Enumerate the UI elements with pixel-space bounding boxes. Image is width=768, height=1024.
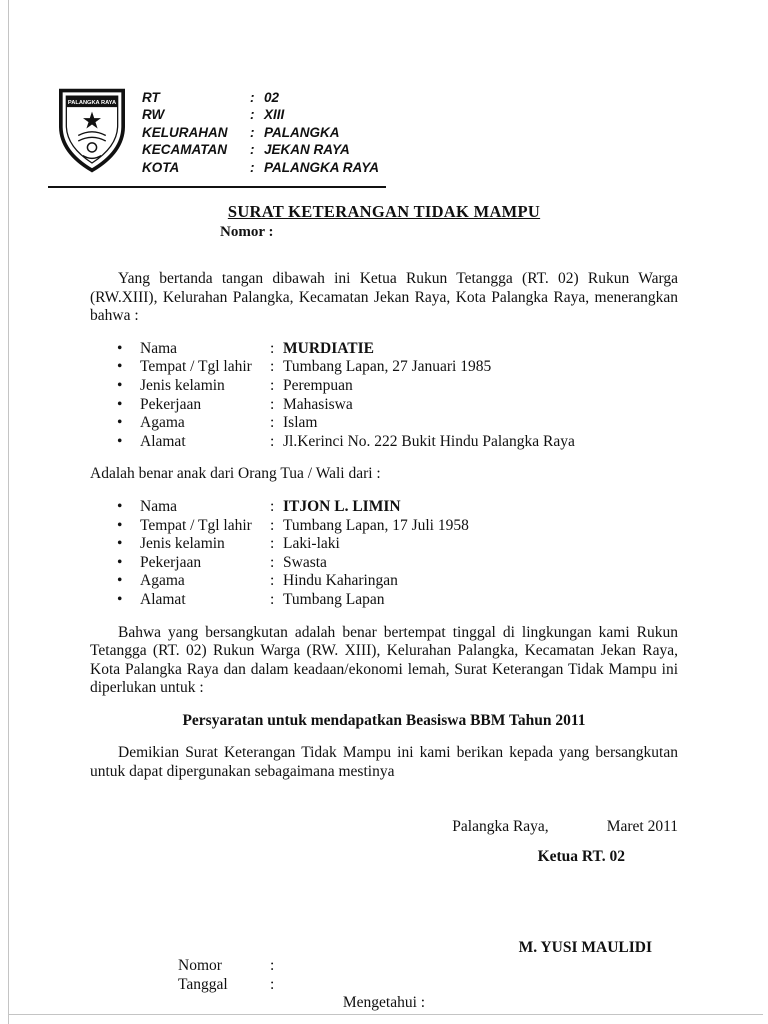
colon: :: [270, 414, 275, 432]
bullet-icon: •: [117, 497, 123, 515]
detail-row: [90, 591, 678, 610]
detail-value: Perempuan: [283, 376, 353, 394]
signer-name: M. YUSI MAULIDI: [518, 938, 652, 956]
detail-label: Agama: [140, 414, 185, 432]
detail-label: Nama: [140, 339, 178, 357]
letterhead-label: KECAMATAN: [142, 142, 227, 158]
bullet-icon: •: [117, 572, 123, 590]
letterhead: [55, 86, 379, 176]
letterhead-value: XIII: [264, 107, 285, 123]
detail-row: [90, 340, 678, 359]
detail-value: Hindu Kaharingan: [283, 572, 398, 590]
footer-nomor-row: [90, 957, 678, 975]
letterhead-label: KELURAHAN: [142, 124, 228, 140]
detail-label: Agama: [140, 572, 185, 590]
detail-row: [90, 517, 678, 536]
detail-label: Tempat / Tgl lahir: [140, 358, 252, 376]
colon: :: [250, 159, 255, 175]
signer-role: Ketua RT. 02: [537, 848, 625, 866]
detail-value: Tumbang Lapan: [283, 590, 385, 608]
letterhead-label: KOTA: [142, 159, 180, 175]
place-text: Palangka Raya,: [452, 817, 549, 835]
colon: :: [270, 535, 275, 553]
bullet-icon: •: [117, 432, 123, 450]
mengetahui-line: Mengetahui :: [342, 993, 426, 1011]
detail-value: Laki-laki: [283, 535, 340, 553]
detail-label: Pekerjaan: [140, 553, 202, 571]
statement-paragraph: Bahwa yang bersangkutan adalah benar bertempat tinggal di lingkungan kami Rukun Tetangga (RT. 02) Rukun Warga (RW. XIII), Kelurahan Palangka, Kecamatan Jekan Raya, Kota Palangka Raya dan dalam keadaan/ekonomi lemah, Surat Keterangan Tidak Mampu ini diperlukan untuk :: [90, 623, 678, 697]
colon: :: [270, 339, 275, 357]
letterhead-value: 02: [264, 90, 280, 105]
letterhead-row: [142, 141, 379, 158]
detail-value: MURDIATIE: [283, 339, 374, 357]
document-title: SURAT KETERANGAN TIDAK MAMPU: [227, 202, 541, 221]
purpose-line: Persyaratan untuk mendapatkan Beasiswa BBM Tahun 2011: [182, 711, 586, 729]
title-block: [0, 202, 768, 222]
detail-label: Tempat / Tgl lahir: [140, 516, 252, 534]
detail-row: [90, 498, 678, 517]
colon: :: [270, 432, 275, 450]
detail-value: Islam: [283, 414, 318, 432]
scan-edge-bottom: [8, 1014, 763, 1015]
detail-value: ITJON L. LIMIN: [283, 497, 401, 515]
place-date-line: [90, 818, 678, 837]
detail-row: [90, 396, 678, 415]
letterhead-label: RT: [142, 90, 160, 105]
bullet-icon: •: [117, 339, 123, 357]
detail-value: Jl.Kerinci No. 222 Bukit Hindu Palangka Raya: [283, 432, 575, 450]
scan-edge-left: [8, 0, 9, 1024]
detail-row: [90, 358, 678, 377]
letterhead-label: RW: [142, 107, 165, 123]
parent-details-list: [90, 498, 678, 610]
colon: :: [250, 124, 255, 140]
letterhead-row: [142, 89, 379, 106]
document-body: [90, 270, 678, 1012]
colon: :: [270, 376, 275, 394]
footer-tanggal-label: Tanggal: [178, 975, 228, 993]
detail-row: [90, 377, 678, 396]
detail-label: Jenis kelamin: [140, 535, 225, 553]
letterhead-divider: [48, 186, 386, 188]
detail-row: [90, 414, 678, 433]
letterhead-value: PALANGKA: [264, 124, 340, 140]
detail-value: Tumbang Lapan, 27 Januari 1985: [283, 358, 492, 376]
colon: :: [270, 516, 275, 534]
detail-label: Pekerjaan: [140, 395, 202, 413]
bullet-icon: •: [117, 414, 123, 432]
intro-paragraph: Yang bertanda tangan dibawah ini Ketua Rukun Tetangga (RT. 02) Rukun Warga (RW.XIII), Kelurahan Palangka, Kecamatan Jekan Raya, Kota Palangka Raya, menerangkan bahwa :: [90, 270, 678, 325]
colon: :: [250, 90, 255, 105]
detail-label: Alamat: [140, 590, 186, 608]
bullet-icon: •: [117, 358, 123, 376]
colon: :: [270, 957, 275, 975]
letterhead-row: [142, 124, 379, 141]
detail-label: Alamat: [140, 432, 186, 450]
colon: :: [250, 142, 255, 158]
detail-value: Tumbang Lapan, 17 Juli 1958: [283, 516, 469, 534]
detail-row: [90, 535, 678, 554]
detail-label: Jenis kelamin: [140, 376, 225, 394]
bullet-icon: •: [117, 535, 123, 553]
colon: :: [270, 497, 275, 515]
detail-value: Swasta: [283, 553, 327, 571]
detail-row: [90, 433, 678, 452]
letterhead-table: [142, 89, 379, 176]
detail-value: Mahasiswa: [283, 395, 353, 413]
colon: :: [250, 107, 255, 123]
parent-intro-line: Adalah benar anak dari Orang Tua / Wali dari :: [90, 465, 381, 483]
footer-tanggal-row: [90, 976, 678, 994]
footer-nomor-label: Nomor: [178, 957, 222, 975]
detail-row: [90, 554, 678, 573]
letterhead-value: PALANGKA RAYA: [264, 159, 379, 175]
date-text: Maret 2011: [606, 817, 678, 835]
colon: :: [270, 395, 275, 413]
bullet-icon: •: [117, 516, 123, 534]
bullet-icon: •: [117, 376, 123, 394]
nomor-line: Nomor :: [220, 224, 274, 240]
letterhead-row: [142, 106, 379, 123]
colon: :: [270, 572, 275, 590]
letterhead-value: JEKAN RAYA: [264, 142, 350, 158]
colon: :: [270, 590, 275, 608]
letterhead-row: [142, 159, 379, 176]
emblem-text: PALANGKA RAYA: [67, 99, 117, 106]
colon: :: [270, 553, 275, 571]
bullet-icon: •: [117, 590, 123, 608]
bullet-icon: •: [117, 553, 123, 571]
detail-label: Nama: [140, 497, 178, 515]
city-emblem-logo: [55, 86, 129, 174]
colon: :: [270, 358, 275, 376]
detail-row: [90, 572, 678, 591]
bullet-icon: •: [117, 395, 123, 413]
person-details-list: [90, 340, 678, 452]
closing-paragraph: Demikian Surat Keterangan Tidak Mampu ini kami berikan kepada yang bersangkutan untuk dapat dipergunakan sebagaimana mestinya: [90, 744, 678, 781]
colon: :: [270, 975, 275, 993]
